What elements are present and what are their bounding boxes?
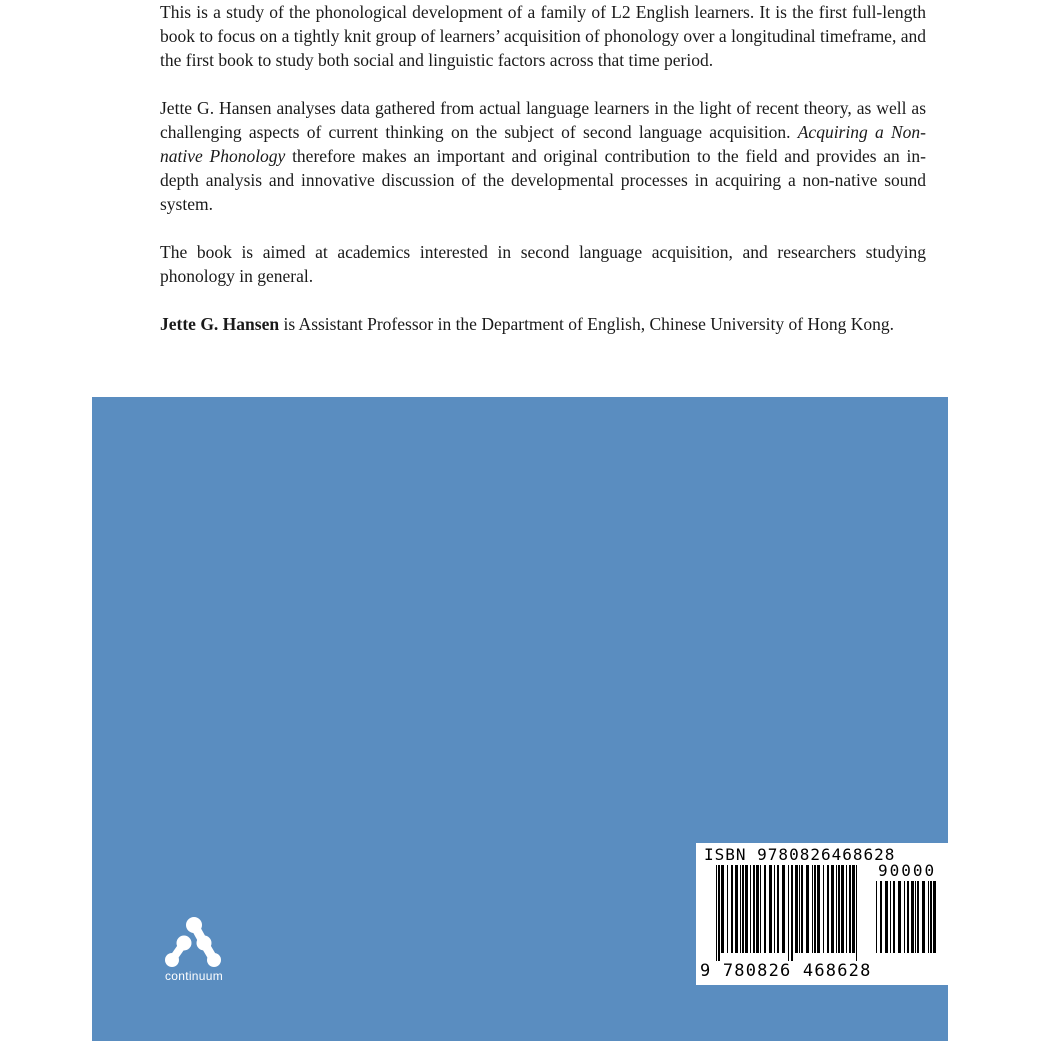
isbn-label: ISBN 9780826468628	[704, 845, 896, 864]
author-bio-text: is Assistant Professor in the Department of English, Chinese University of Hong Kong.	[279, 314, 894, 334]
continuum-logo-icon	[158, 913, 230, 969]
publisher-logo	[158, 913, 230, 989]
author-name: Jette G. Hansen	[160, 314, 280, 334]
barcode-human-readable: 9 780826 468628	[700, 961, 872, 981]
barcode-main-bars	[716, 865, 866, 961]
book-title-italic: Acquiring a Non-native Phonology	[160, 122, 926, 166]
blurb-text	[160, 0, 926, 360]
barcode-addon-digits: 90000	[878, 861, 937, 880]
blurb-paragraph-2	[160, 96, 926, 216]
publisher-name: continuum	[164, 969, 224, 983]
author-bio	[160, 312, 926, 336]
back-cover	[92, 0, 948, 1041]
blurb-p2-text-start: Jette G. Hansen analyses data gathered from actual language learners in the light of recent theory, as well as challenging aspects of current thinking on the subject of second language acquisition.	[160, 98, 926, 142]
barcode-addon-bars	[876, 881, 942, 961]
blurb-paragraph-3: The book is aimed at academics interested in second language acquisition, and researchers studying phonology in general.	[160, 242, 926, 286]
blurb-p2-text-end: therefore makes an important and original contribution to the field and provides an in-depth analysis and innovative discussion of the developmental processes in acquiring a non-native sound system.	[160, 146, 926, 214]
blurb-paragraph-1: This is a study of the phonological development of a family of L2 English learners. It is the first full-length book to focus on a tightly knit group of learners’ acquisition of phonology over a longitudinal timeframe, and the first book to study both social and linguistic factors across that time period.	[160, 2, 926, 70]
isbn-barcode	[696, 843, 948, 985]
blue-cover-panel	[92, 397, 948, 1041]
